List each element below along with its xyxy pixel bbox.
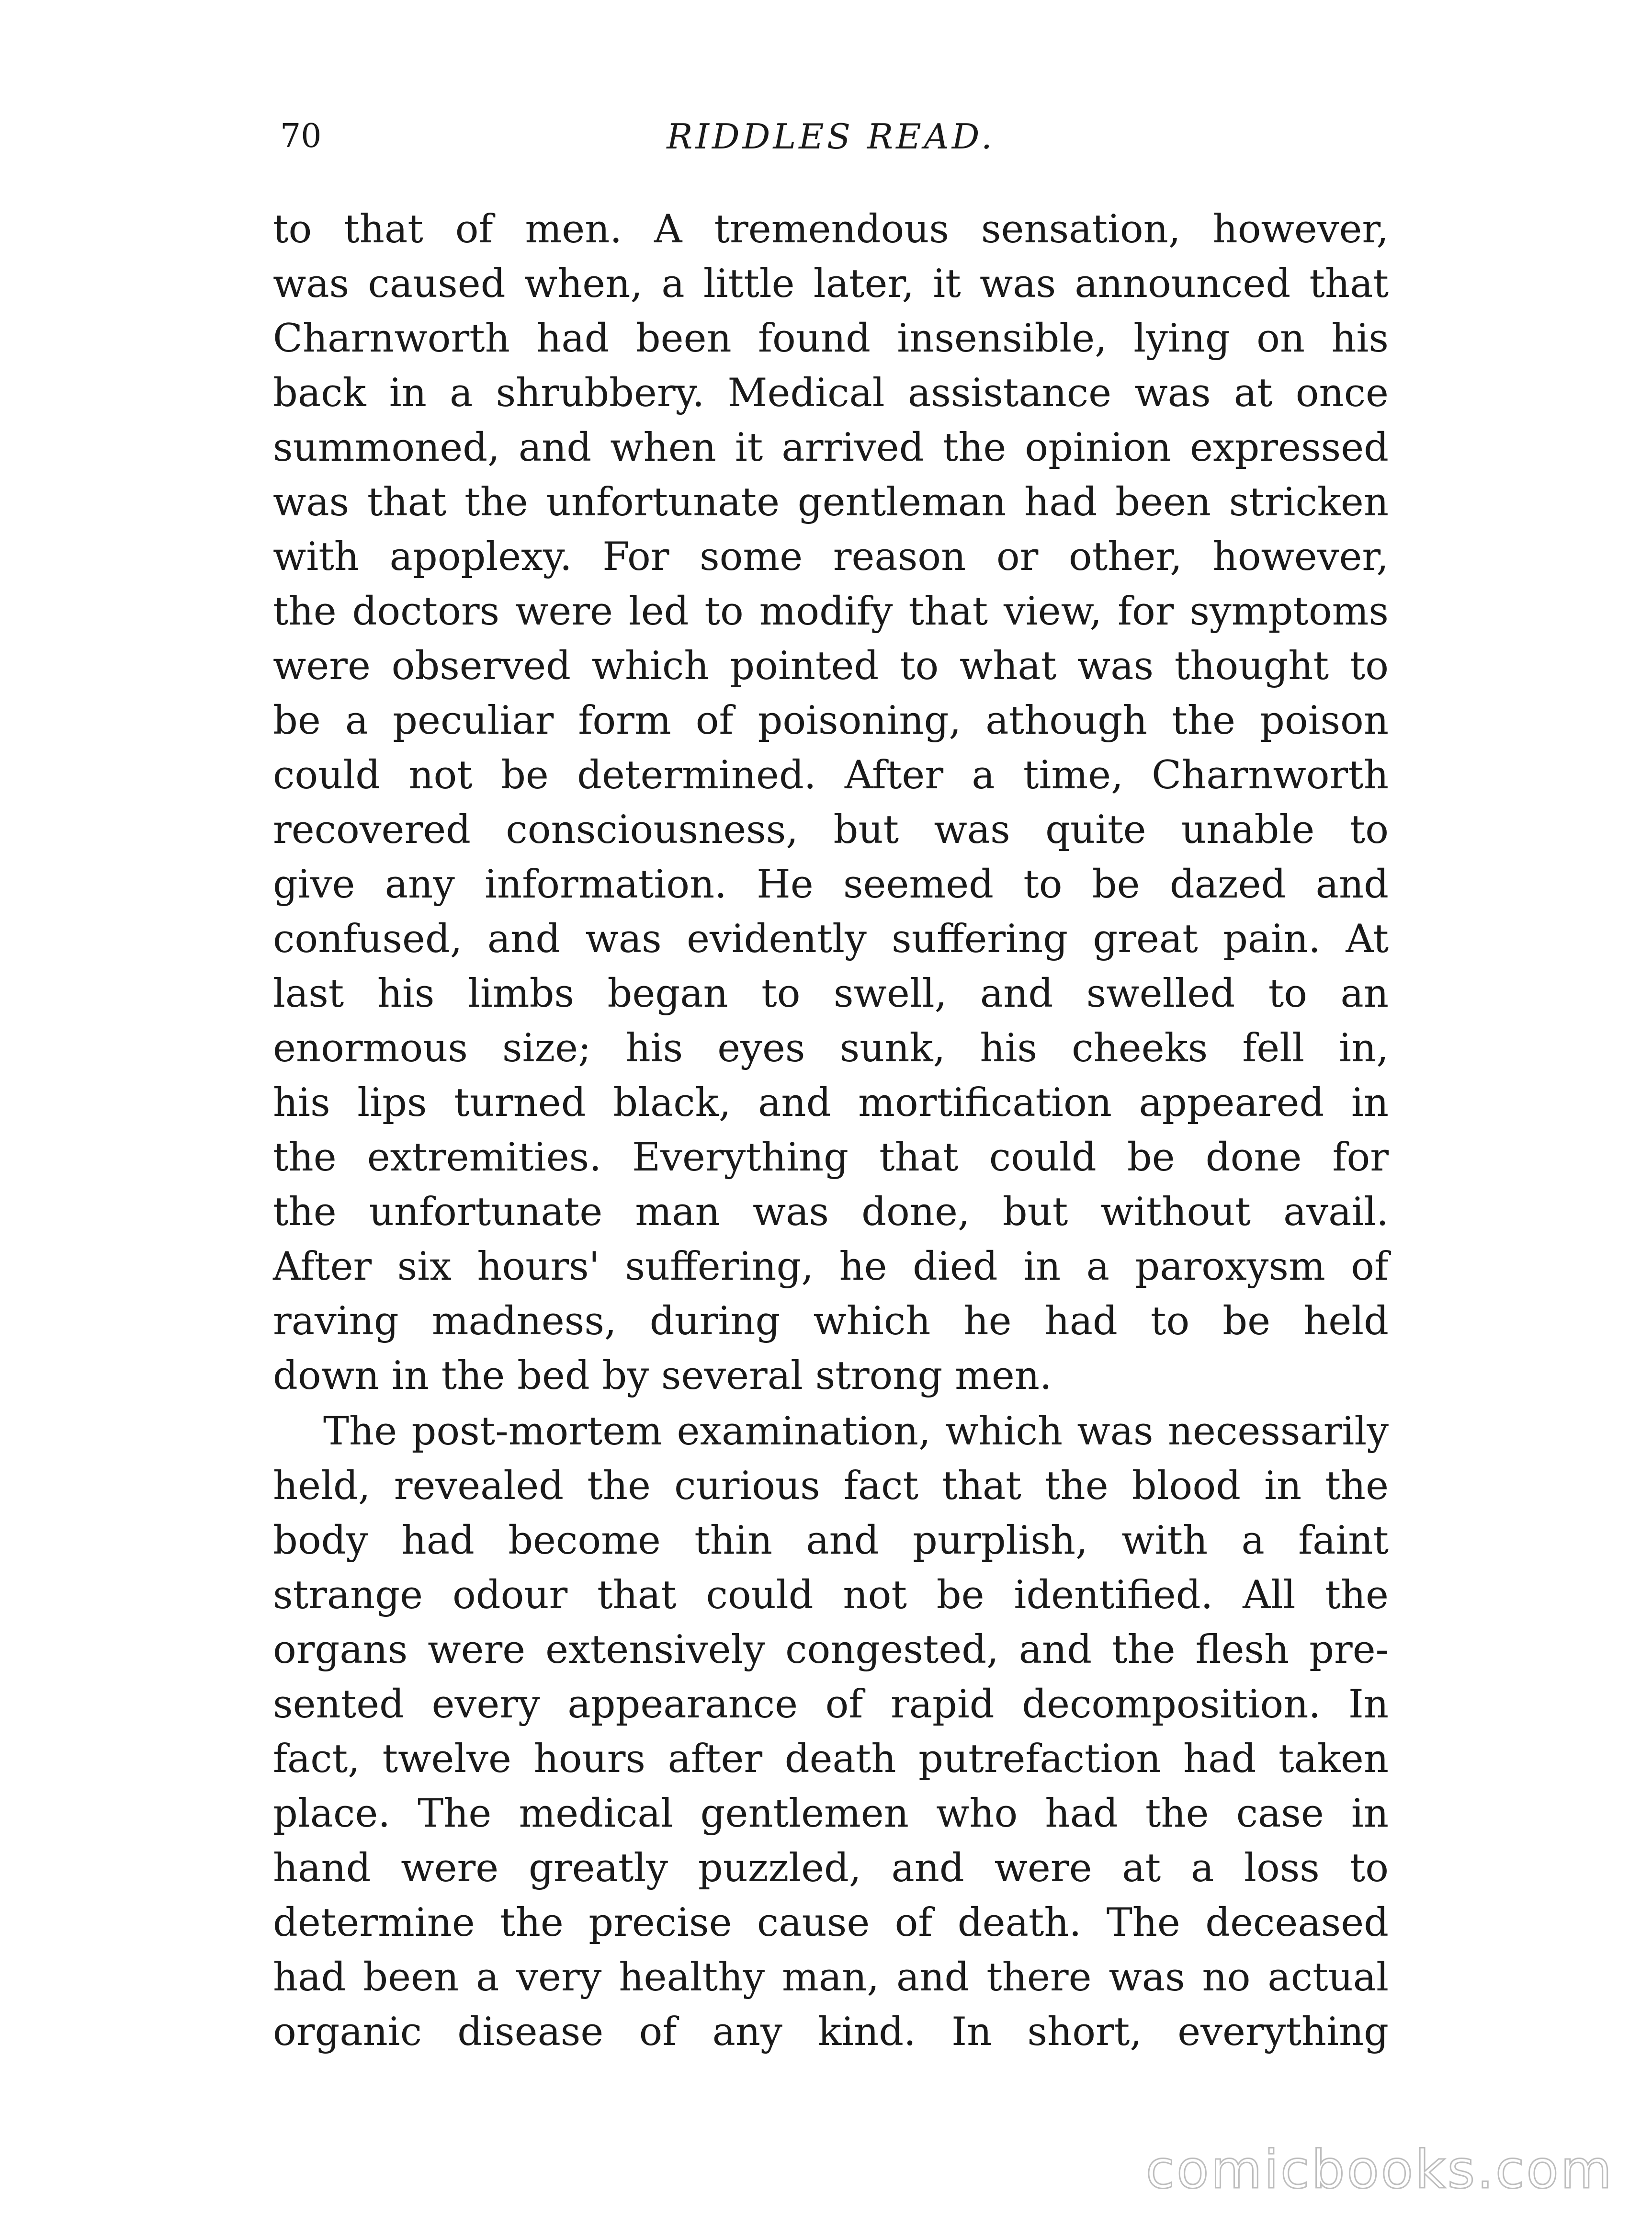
paragraph-1 — [273, 202, 1389, 1403]
text-line: sented every appearance of rapid decomposition. In — [273, 1682, 1389, 1727]
text-line: fact, twelve hours after death putrefaction had taken — [273, 1737, 1389, 1782]
text-line: After six hours' suffering, he died in a paroxysm of — [273, 1244, 1389, 1289]
text-line: body had become thin and purplish, with a faint — [273, 1518, 1389, 1563]
text-line: the extremities. Everything that could be done for — [273, 1135, 1389, 1180]
text-line: determine the precise cause of death. The deceased — [273, 1900, 1389, 1945]
text-line: his lips turned black, and mortification appeared in — [273, 1080, 1389, 1125]
text-line: Charnworth had been found insensible, lying on his — [273, 316, 1389, 361]
running-title: RIDDLES READ. — [667, 116, 995, 157]
text-line: had been a very healthy man, and there was no actual — [273, 1955, 1389, 2000]
paragraph-2 — [273, 1404, 1389, 2059]
text-line: with apoplexy. For some reason or other, however, — [273, 534, 1389, 579]
text-line: the doctors were led to modify that view, for symptoms — [273, 589, 1389, 634]
text-line: strange odour that could not be identified. All the — [273, 1573, 1389, 1618]
text-line: summoned, and when it arrived the opinion expressed — [273, 425, 1389, 470]
text-line: was caused when, a little later, it was announced that — [273, 261, 1389, 307]
text-line: to that of men. A tremendous sensation, however, — [273, 207, 1389, 252]
text-line: was that the unfortunate gentleman had been stricken — [273, 480, 1389, 525]
running-head — [273, 110, 1389, 163]
text-line: hand were greatly puzzled, and were at a loss to — [273, 1846, 1389, 1891]
text-line: held, revealed the curious fact that the blood in the — [273, 1464, 1389, 1509]
text-line: down in the bed by several strong men. — [273, 1353, 1052, 1398]
page-number: 70 — [280, 117, 322, 155]
text-line: The post-mortem examination, which was necessarily — [323, 1409, 1389, 1454]
text-line: organic disease of any kind. In short, everything — [273, 2010, 1389, 2055]
text-line: were observed which pointed to what was thought to — [273, 644, 1389, 689]
body-text — [273, 202, 1389, 2059]
text-line: confused, and was evidently suffering great pain. At — [273, 917, 1389, 962]
watermark: comicbooks.com — [1145, 2139, 1614, 2200]
text-line: back in a shrubbery. Medical assistance was at once — [273, 371, 1389, 416]
text-line: enormous size; his eyes sunk, his cheeks fell in, — [273, 1026, 1389, 1071]
text-line: give any information. He seemed to be dazed and — [273, 862, 1389, 907]
text-line: last his limbs began to swell, and swelled to an — [273, 971, 1389, 1016]
text-line: recovered consciousness, but was quite unable to — [273, 807, 1389, 852]
text-line: could not be determined. After a time, Charnworth — [273, 753, 1389, 798]
text-line: be a peculiar form of poisoning, athough the poison — [273, 698, 1389, 743]
text-line: the unfortunate man was done, but without avail. — [273, 1190, 1389, 1235]
text-line: raving madness, during which he had to be held — [273, 1299, 1389, 1344]
text-line: organs were extensively congested, and the flesh pre- — [273, 1627, 1389, 1672]
text-line: place. The medical gentlemen who had the case in — [273, 1791, 1389, 1836]
